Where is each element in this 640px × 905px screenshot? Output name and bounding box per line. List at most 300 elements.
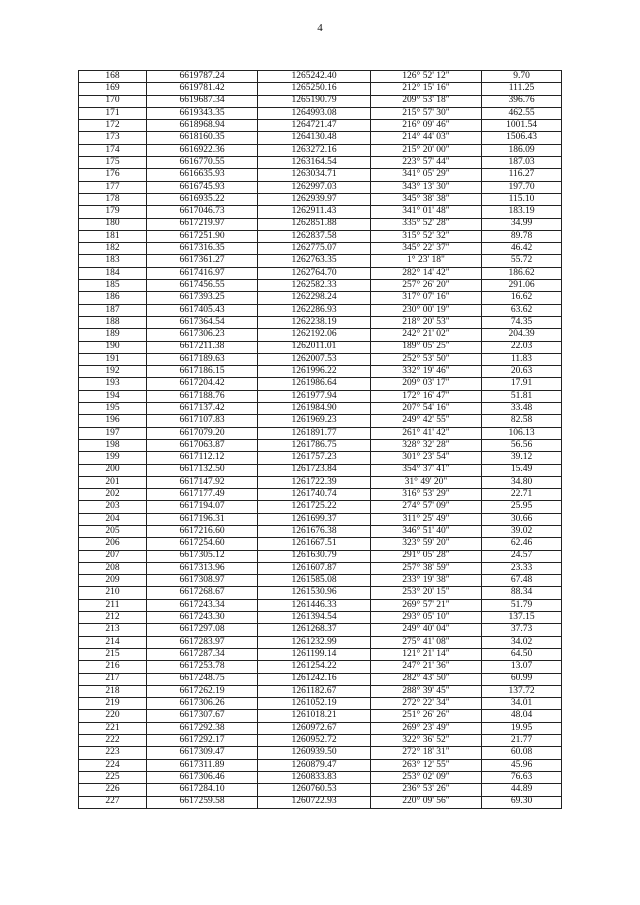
- point-number-cell: 222: [79, 735, 147, 747]
- distance-cell: 44.89: [482, 784, 562, 796]
- distance-cell: 55.72: [482, 255, 562, 267]
- direction-angle-cell: 346° 51' 40": [371, 525, 482, 537]
- y-coordinate-cell: 1263164.54: [258, 157, 371, 169]
- distance-cell: 56.56: [482, 439, 562, 451]
- y-coordinate-cell: 1261394.54: [258, 612, 371, 624]
- point-number-cell: 204: [79, 513, 147, 525]
- point-number-cell: 191: [79, 353, 147, 365]
- x-coordinate-cell: 6617132.50: [147, 464, 258, 476]
- distance-cell: 197.70: [482, 181, 562, 193]
- x-coordinate-cell: 6617112.12: [147, 452, 258, 464]
- x-coordinate-cell: 6617306.23: [147, 329, 258, 341]
- y-coordinate-cell: 1261740.74: [258, 489, 371, 501]
- distance-cell: 13.07: [482, 661, 562, 673]
- distance-cell: 186.62: [482, 267, 562, 279]
- table-row: [79, 550, 562, 562]
- direction-angle-cell: 345° 22' 37": [371, 243, 482, 255]
- direction-angle-cell: 354° 37' 41": [371, 464, 482, 476]
- direction-angle-cell: 311° 25' 49": [371, 513, 482, 525]
- x-coordinate-cell: 6617216.60: [147, 525, 258, 537]
- table-row: [79, 267, 562, 279]
- point-number-cell: 217: [79, 673, 147, 685]
- point-number-cell: 208: [79, 562, 147, 574]
- table-row: [79, 464, 562, 476]
- point-number-cell: 216: [79, 661, 147, 673]
- y-coordinate-cell: 1262298.24: [258, 292, 371, 304]
- table-row: [79, 587, 562, 599]
- direction-angle-cell: 252° 53' 50": [371, 353, 482, 365]
- direction-angle-cell: 343° 13' 30": [371, 181, 482, 193]
- table-row: [79, 476, 562, 488]
- distance-cell: 187.03: [482, 157, 562, 169]
- table-row: [79, 673, 562, 685]
- y-coordinate-cell: 1262286.93: [258, 304, 371, 316]
- table-row: [79, 784, 562, 796]
- direction-angle-cell: 215° 57' 30": [371, 107, 482, 119]
- point-number-cell: 187: [79, 304, 147, 316]
- y-coordinate-cell: 1261530.96: [258, 587, 371, 599]
- x-coordinate-cell: 6616770.55: [147, 157, 258, 169]
- point-number-cell: 173: [79, 132, 147, 144]
- y-coordinate-cell: 1262763.35: [258, 255, 371, 267]
- table-row: [79, 292, 562, 304]
- point-number-cell: 219: [79, 698, 147, 710]
- table-row: [79, 390, 562, 402]
- distance-cell: 1506.43: [482, 132, 562, 144]
- x-coordinate-cell: 6617243.30: [147, 612, 258, 624]
- x-coordinate-cell: 6618160.35: [147, 132, 258, 144]
- x-coordinate-cell: 6617283.97: [147, 636, 258, 648]
- x-coordinate-cell: 6617306.26: [147, 698, 258, 710]
- direction-angle-cell: 332° 19' 46": [371, 366, 482, 378]
- x-coordinate-cell: 6617308.97: [147, 575, 258, 587]
- distance-cell: 19.95: [482, 722, 562, 734]
- point-number-cell: 178: [79, 193, 147, 205]
- distance-cell: 462.55: [482, 107, 562, 119]
- table-row: [79, 366, 562, 378]
- x-coordinate-cell: 6616935.22: [147, 193, 258, 205]
- table-row: [79, 95, 562, 107]
- y-coordinate-cell: 1265190.79: [258, 95, 371, 107]
- point-number-cell: 190: [79, 341, 147, 353]
- table-row: [79, 280, 562, 292]
- x-coordinate-cell: 6617253.78: [147, 661, 258, 673]
- distance-cell: 183.19: [482, 206, 562, 218]
- y-coordinate-cell: 1262011.01: [258, 341, 371, 353]
- y-coordinate-cell: 1262764.70: [258, 267, 371, 279]
- point-number-cell: 195: [79, 403, 147, 415]
- direction-angle-cell: 316° 53' 29": [371, 489, 482, 501]
- x-coordinate-cell: 6616745.93: [147, 181, 258, 193]
- y-coordinate-cell: 1262911.43: [258, 206, 371, 218]
- table-row: [79, 538, 562, 550]
- table-row: [79, 218, 562, 230]
- x-coordinate-cell: 6617306.46: [147, 771, 258, 783]
- direction-angle-cell: 269° 57' 21": [371, 599, 482, 611]
- y-coordinate-cell: 1262939.97: [258, 193, 371, 205]
- x-coordinate-cell: 6617194.07: [147, 501, 258, 513]
- distance-cell: 111.25: [482, 83, 562, 95]
- table-row: [79, 759, 562, 771]
- point-number-cell: 168: [79, 71, 147, 83]
- distance-cell: 20.63: [482, 366, 562, 378]
- y-coordinate-cell: 1261996.22: [258, 366, 371, 378]
- y-coordinate-cell: 1264993.08: [258, 107, 371, 119]
- table-row: [79, 636, 562, 648]
- direction-angle-cell: 230° 00' 19": [371, 304, 482, 316]
- direction-angle-cell: 257° 38' 59": [371, 562, 482, 574]
- x-coordinate-cell: 6617137.42: [147, 403, 258, 415]
- x-coordinate-cell: 6617361.27: [147, 255, 258, 267]
- x-coordinate-cell: 6617204.42: [147, 378, 258, 390]
- direction-angle-cell: 257° 26' 20": [371, 280, 482, 292]
- point-number-cell: 220: [79, 710, 147, 722]
- direction-angle-cell: 275° 41' 08": [371, 636, 482, 648]
- point-number-cell: 226: [79, 784, 147, 796]
- point-number-cell: 198: [79, 439, 147, 451]
- distance-cell: 21.77: [482, 735, 562, 747]
- point-number-cell: 189: [79, 329, 147, 341]
- direction-angle-cell: 315° 52' 32": [371, 230, 482, 242]
- direction-angle-cell: 242° 21' 02": [371, 329, 482, 341]
- x-coordinate-cell: 6617219.97: [147, 218, 258, 230]
- table-row: [79, 575, 562, 587]
- distance-cell: 137.72: [482, 685, 562, 697]
- distance-cell: 34.80: [482, 476, 562, 488]
- x-coordinate-cell: 6617313.96: [147, 562, 258, 574]
- x-coordinate-cell: 6617393.25: [147, 292, 258, 304]
- table-row: [79, 452, 562, 464]
- y-coordinate-cell: 1261891.77: [258, 427, 371, 439]
- distance-cell: 204.39: [482, 329, 562, 341]
- direction-angle-cell: 328° 32' 28": [371, 439, 482, 451]
- x-coordinate-cell: 6617046.73: [147, 206, 258, 218]
- table-row: [79, 304, 562, 316]
- y-coordinate-cell: 1260760.53: [258, 784, 371, 796]
- distance-cell: 82.58: [482, 415, 562, 427]
- direction-angle-cell: 31° 49' 20": [371, 476, 482, 488]
- y-coordinate-cell: 1262775.07: [258, 243, 371, 255]
- direction-angle-cell: 272° 18' 31": [371, 747, 482, 759]
- x-coordinate-cell: 6617305.12: [147, 550, 258, 562]
- point-number-cell: 174: [79, 144, 147, 156]
- table-row: [79, 243, 562, 255]
- point-number-cell: 181: [79, 230, 147, 242]
- direction-angle-cell: 249° 40' 04": [371, 624, 482, 636]
- point-number-cell: 227: [79, 796, 147, 808]
- direction-angle-cell: 214° 44' 03": [371, 132, 482, 144]
- x-coordinate-cell: 6619781.42: [147, 83, 258, 95]
- y-coordinate-cell: 1261667.51: [258, 538, 371, 550]
- distance-cell: 88.34: [482, 587, 562, 599]
- point-number-cell: 197: [79, 427, 147, 439]
- y-coordinate-cell: 1264721.47: [258, 120, 371, 132]
- point-number-cell: 184: [79, 267, 147, 279]
- point-number-cell: 192: [79, 366, 147, 378]
- x-coordinate-cell: 6617147.92: [147, 476, 258, 488]
- direction-angle-cell: 207° 54' 16": [371, 403, 482, 415]
- direction-angle-cell: 341° 01' 48": [371, 206, 482, 218]
- distance-cell: 291.06: [482, 280, 562, 292]
- x-coordinate-cell: 6617251.90: [147, 230, 258, 242]
- point-number-cell: 200: [79, 464, 147, 476]
- direction-angle-cell: 253° 02' 09": [371, 771, 482, 783]
- distance-cell: 33.48: [482, 403, 562, 415]
- direction-angle-cell: 335° 52' 28": [371, 218, 482, 230]
- distance-cell: 16.62: [482, 292, 562, 304]
- direction-angle-cell: 126° 52' 12": [371, 71, 482, 83]
- point-number-cell: 169: [79, 83, 147, 95]
- coordinates-table-body: [79, 71, 562, 809]
- distance-cell: 1001.54: [482, 120, 562, 132]
- x-coordinate-cell: 6617262.19: [147, 685, 258, 697]
- distance-cell: 25.95: [482, 501, 562, 513]
- distance-cell: 30.66: [482, 513, 562, 525]
- table-row: [79, 193, 562, 205]
- point-number-cell: 225: [79, 771, 147, 783]
- point-number-cell: 205: [79, 525, 147, 537]
- x-coordinate-cell: 6617189.63: [147, 353, 258, 365]
- point-number-cell: 199: [79, 452, 147, 464]
- direction-angle-cell: 263° 12' 55": [371, 759, 482, 771]
- y-coordinate-cell: 1261977.94: [258, 390, 371, 402]
- distance-cell: 45.96: [482, 759, 562, 771]
- y-coordinate-cell: 1260939.50: [258, 747, 371, 759]
- table-row: [79, 71, 562, 83]
- distance-cell: 51.81: [482, 390, 562, 402]
- direction-angle-cell: 233° 19' 38": [371, 575, 482, 587]
- distance-cell: 69.30: [482, 796, 562, 808]
- direction-angle-cell: 209° 03' 17": [371, 378, 482, 390]
- distance-cell: 116.27: [482, 169, 562, 181]
- direction-angle-cell: 253° 20' 15": [371, 587, 482, 599]
- y-coordinate-cell: 1261607.87: [258, 562, 371, 574]
- direction-angle-cell: 1° 23' 18": [371, 255, 482, 267]
- distance-cell: 39.12: [482, 452, 562, 464]
- distance-cell: 186.09: [482, 144, 562, 156]
- direction-angle-cell: 345° 38' 38": [371, 193, 482, 205]
- y-coordinate-cell: 1261199.14: [258, 648, 371, 660]
- point-number-cell: 212: [79, 612, 147, 624]
- y-coordinate-cell: 1261722.39: [258, 476, 371, 488]
- distance-cell: 64.50: [482, 648, 562, 660]
- table-row: [79, 341, 562, 353]
- distance-cell: 17.91: [482, 378, 562, 390]
- x-coordinate-cell: 6617063.87: [147, 439, 258, 451]
- point-number-cell: 188: [79, 316, 147, 328]
- table-row: [79, 120, 562, 132]
- point-number-cell: 223: [79, 747, 147, 759]
- point-number-cell: 177: [79, 181, 147, 193]
- direction-angle-cell: 236° 53' 26": [371, 784, 482, 796]
- page-number: 4: [317, 22, 323, 34]
- x-coordinate-cell: 6617292.17: [147, 735, 258, 747]
- x-coordinate-cell: 6617254.60: [147, 538, 258, 550]
- point-number-cell: 194: [79, 390, 147, 402]
- coordinates-table: [78, 70, 562, 809]
- table-row: [79, 501, 562, 513]
- x-coordinate-cell: 6617311.89: [147, 759, 258, 771]
- point-number-cell: 193: [79, 378, 147, 390]
- x-coordinate-cell: 6619343.35: [147, 107, 258, 119]
- table-row: [79, 562, 562, 574]
- point-number-cell: 196: [79, 415, 147, 427]
- table-row: [79, 169, 562, 181]
- x-coordinate-cell: 6617416.97: [147, 267, 258, 279]
- table-row: [79, 255, 562, 267]
- distance-cell: 76.63: [482, 771, 562, 783]
- direction-angle-cell: 209° 53' 18": [371, 95, 482, 107]
- table-row: [79, 415, 562, 427]
- distance-cell: 63.62: [482, 304, 562, 316]
- direction-angle-cell: 282° 14' 42": [371, 267, 482, 279]
- y-coordinate-cell: 1261254.22: [258, 661, 371, 673]
- point-number-cell: 202: [79, 489, 147, 501]
- point-number-cell: 221: [79, 722, 147, 734]
- direction-angle-cell: 223° 57' 44": [371, 157, 482, 169]
- distance-cell: 396.76: [482, 95, 562, 107]
- direction-angle-cell: 291° 05' 28": [371, 550, 482, 562]
- y-coordinate-cell: 1261986.64: [258, 378, 371, 390]
- y-coordinate-cell: 1261585.08: [258, 575, 371, 587]
- y-coordinate-cell: 1261446.33: [258, 599, 371, 611]
- y-coordinate-cell: 1261268.37: [258, 624, 371, 636]
- direction-angle-cell: 322° 36' 52": [371, 735, 482, 747]
- point-number-cell: 180: [79, 218, 147, 230]
- y-coordinate-cell: 1264130.48: [258, 132, 371, 144]
- table-row: [79, 427, 562, 439]
- distance-cell: 22.71: [482, 489, 562, 501]
- y-coordinate-cell: 1261725.22: [258, 501, 371, 513]
- direction-angle-cell: 272° 22' 34": [371, 698, 482, 710]
- table-row: [79, 710, 562, 722]
- y-coordinate-cell: 1262192.06: [258, 329, 371, 341]
- table-row: [79, 353, 562, 365]
- x-coordinate-cell: 6617364.54: [147, 316, 258, 328]
- distance-cell: 74.35: [482, 316, 562, 328]
- y-coordinate-cell: 1261052.19: [258, 698, 371, 710]
- y-coordinate-cell: 1260879.47: [258, 759, 371, 771]
- x-coordinate-cell: 6617196.31: [147, 513, 258, 525]
- x-coordinate-cell: 6617259.58: [147, 796, 258, 808]
- distance-cell: 137.15: [482, 612, 562, 624]
- table-row: [79, 157, 562, 169]
- table-row: [79, 144, 562, 156]
- x-coordinate-cell: 6617284.10: [147, 784, 258, 796]
- y-coordinate-cell: 1261786.75: [258, 439, 371, 451]
- table-row: [79, 316, 562, 328]
- table-row: [79, 612, 562, 624]
- y-coordinate-cell: 1261969.23: [258, 415, 371, 427]
- table-row: [79, 378, 562, 390]
- distance-cell: 62.46: [482, 538, 562, 550]
- point-number-cell: 206: [79, 538, 147, 550]
- y-coordinate-cell: 1261182.67: [258, 685, 371, 697]
- direction-angle-cell: 220° 09' 56": [371, 796, 482, 808]
- table-row: [79, 599, 562, 611]
- distance-cell: 115.10: [482, 193, 562, 205]
- y-coordinate-cell: 1261630.79: [258, 550, 371, 562]
- table-row: [79, 735, 562, 747]
- direction-angle-cell: 216° 09' 46": [371, 120, 482, 132]
- point-number-cell: 171: [79, 107, 147, 119]
- point-number-cell: 170: [79, 95, 147, 107]
- x-coordinate-cell: 6617107.83: [147, 415, 258, 427]
- table-row: [79, 796, 562, 808]
- distance-cell: 67.48: [482, 575, 562, 587]
- point-number-cell: 211: [79, 599, 147, 611]
- point-number-cell: 185: [79, 280, 147, 292]
- table-row: [79, 403, 562, 415]
- point-number-cell: 182: [79, 243, 147, 255]
- x-coordinate-cell: 6617405.43: [147, 304, 258, 316]
- x-coordinate-cell: 6617292.38: [147, 722, 258, 734]
- direction-angle-cell: 215° 20' 00": [371, 144, 482, 156]
- distance-cell: 89.78: [482, 230, 562, 242]
- table-row: [79, 107, 562, 119]
- distance-cell: 34.02: [482, 636, 562, 648]
- direction-angle-cell: 293° 05' 10": [371, 612, 482, 624]
- point-number-cell: 215: [79, 648, 147, 660]
- y-coordinate-cell: 1262238.19: [258, 316, 371, 328]
- x-coordinate-cell: 6617248.75: [147, 673, 258, 685]
- table-row: [79, 206, 562, 218]
- direction-angle-cell: 261° 41' 42": [371, 427, 482, 439]
- x-coordinate-cell: 6619687.34: [147, 95, 258, 107]
- y-coordinate-cell: 1262837.58: [258, 230, 371, 242]
- y-coordinate-cell: 1261676.38: [258, 525, 371, 537]
- direction-angle-cell: 121° 21' 14": [371, 648, 482, 660]
- direction-angle-cell: 341° 05' 29": [371, 169, 482, 181]
- table-row: [79, 661, 562, 673]
- distance-cell: 24.57: [482, 550, 562, 562]
- x-coordinate-cell: 6617186.15: [147, 366, 258, 378]
- distance-cell: 34.99: [482, 218, 562, 230]
- table-row: [79, 181, 562, 193]
- y-coordinate-cell: 1261723.84: [258, 464, 371, 476]
- table-row: [79, 648, 562, 660]
- x-coordinate-cell: 6618968.94: [147, 120, 258, 132]
- y-coordinate-cell: 1262582.33: [258, 280, 371, 292]
- distance-cell: 39.02: [482, 525, 562, 537]
- x-coordinate-cell: 6616922.36: [147, 144, 258, 156]
- direction-angle-cell: 218° 20' 53": [371, 316, 482, 328]
- y-coordinate-cell: 1261232.99: [258, 636, 371, 648]
- y-coordinate-cell: 1260952.72: [258, 735, 371, 747]
- distance-cell: 11.83: [482, 353, 562, 365]
- distance-cell: 22.03: [482, 341, 562, 353]
- y-coordinate-cell: 1262007.53: [258, 353, 371, 365]
- direction-angle-cell: 172° 16' 47": [371, 390, 482, 402]
- point-number-cell: 214: [79, 636, 147, 648]
- point-number-cell: 183: [79, 255, 147, 267]
- distance-cell: 23.33: [482, 562, 562, 574]
- distance-cell: 60.08: [482, 747, 562, 759]
- table-row: [79, 329, 562, 341]
- point-number-cell: 207: [79, 550, 147, 562]
- y-coordinate-cell: 1261018.21: [258, 710, 371, 722]
- table-row: [79, 513, 562, 525]
- direction-angle-cell: 288° 39' 45": [371, 685, 482, 697]
- y-coordinate-cell: 1261984.90: [258, 403, 371, 415]
- y-coordinate-cell: 1263272.16: [258, 144, 371, 156]
- distance-cell: 48.04: [482, 710, 562, 722]
- table-row: [79, 525, 562, 537]
- direction-angle-cell: 249° 42' 55": [371, 415, 482, 427]
- y-coordinate-cell: 1265242.40: [258, 71, 371, 83]
- y-coordinate-cell: 1261757.23: [258, 452, 371, 464]
- point-number-cell: 209: [79, 575, 147, 587]
